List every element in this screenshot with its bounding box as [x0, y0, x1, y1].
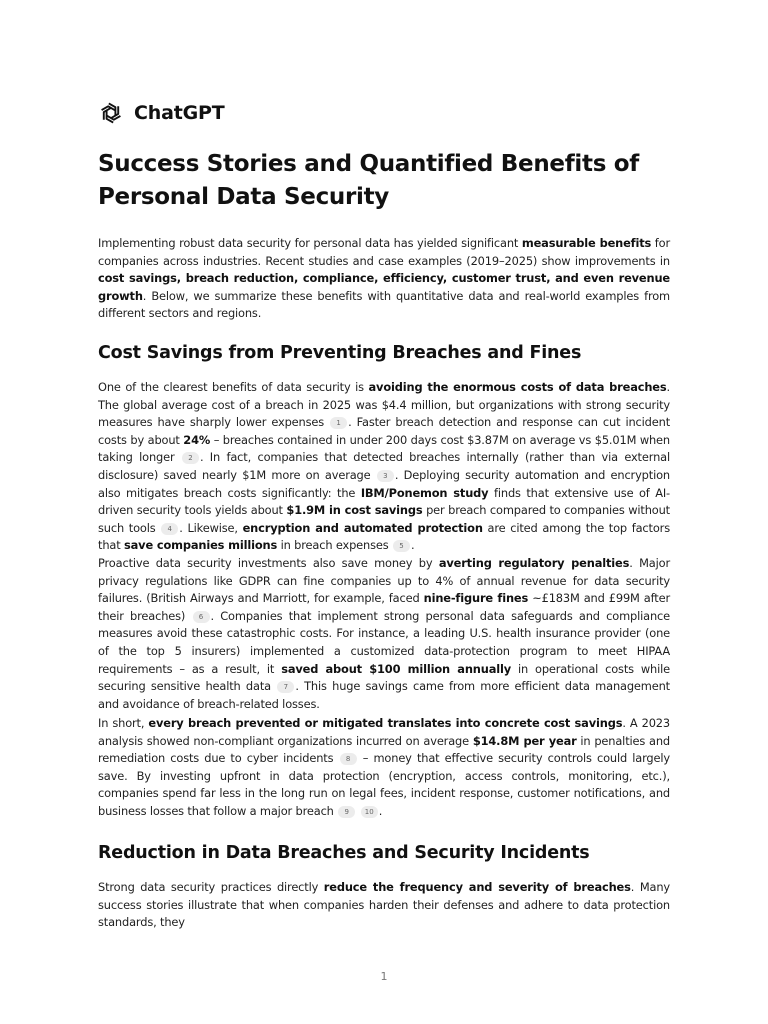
- openai-logo-icon: [98, 100, 124, 126]
- brand-name: ChatGPT: [134, 102, 225, 124]
- citation-badge[interactable]: 3: [377, 470, 394, 482]
- page-number: 1: [380, 970, 388, 983]
- citation-badge[interactable]: 10: [361, 806, 378, 818]
- citation-badge[interactable]: 1: [330, 417, 347, 429]
- cost-savings-paragraph-1: One of the clearest benefits of data security is avoiding the enormous costs of data breaches. The global average cost of a breach in 2025 was $4.4 million, but organizations with strong security measures have sharply lower expenses 1 . Faster breach detection and response can cut incident costs by about 24% – breaches contained in under 200 days cost $3.87M on average vs $5.01M when taking longer 2 . In fact, companies that detected breaches internally (rather than via external disclosure) saved nearly $1M more on average 3 . Deploying security automation and encryption also mitigates breach costs significantly: the IBM/Ponemon study finds that extensive use of AI-driven security tools yields about $1.9M in cost savings per breach compared to companies without such tools 4 . Likewise, encryption and automated protection are cited among the top factors that save companies millions in breach expenses 5 .: [98, 380, 671, 553]
- citation-badge[interactable]: 5: [393, 540, 410, 552]
- citation-badge[interactable]: 4: [161, 523, 178, 535]
- breach-reduction-paragraph-1: Strong data security practices directly reduce the frequency and severity of breaches. Many success stories illustrate that when companies harden their defenses and adhere to data protection standards, they: [98, 880, 670, 930]
- citation-badge[interactable]: 2: [182, 452, 199, 464]
- citation-badge[interactable]: 9: [338, 806, 355, 818]
- section-heading-cost-savings: Cost Savings from Preventing Breaches and Fines: [98, 343, 582, 363]
- page-title: Success Stories and Quantified Benefits of Personal Data Security: [98, 151, 639, 210]
- citation-badge[interactable]: 7: [277, 681, 294, 693]
- intro-paragraph: Implementing robust data security for personal data has yielded significant measurable benefits for companies across industries. Recent studies and case examples (2019–2025) show improvements in cost savings, breach reduction, compliance, efficiency, customer trust, and even revenue growth. Below, we summarize these benefits with quantitative data and real-world examples from different sectors and regions.: [98, 236, 670, 321]
- citation-badge[interactable]: 8: [340, 753, 357, 765]
- cost-savings-paragraph-2: Proactive data security investments also save money by averting regulatory penalties. Major privacy regulations like GDPR can fine companies up to 4% of annual revenue for data security failures. (British Airways and Marriott, for example, faced nine-figure fines ~£183M and £99M after their breaches) 6 . Companies that implement strong personal data safeguards and compliance measures avoid these catastrophic costs. For instance, a leading U.S. health insurance provider (one of the top 5 insurers) implemented a customized data-protection program to meet HIPAA requirements – as a result, it saved about $100 million annually in operational costs while securing sensitive health data 7 . This huge savings came from more efficient data management and avoidance of breach-related losses.: [98, 556, 670, 711]
- cost-savings-paragraph-3: In short, every breach prevented or mitigated translates into concrete cost savings. A 2023 analysis showed non-compliant organizations incurred on average $14.8M per year in penalties and remediation costs due to cyber incidents 8 – money that effective security controls could largely save. By investing upfront in data protection (encryption, access controls, monitoring, etc.), companies spend far less in the long run on legal fees, incident response, customer notifications, and business losses that follow a major breach 9 10 .: [98, 716, 670, 818]
- section-heading-breach-reduction: Reduction in Data Breaches and Security Incidents: [98, 843, 590, 863]
- brand-header: [98, 100, 224, 126]
- citation-badge[interactable]: 6: [193, 611, 210, 623]
